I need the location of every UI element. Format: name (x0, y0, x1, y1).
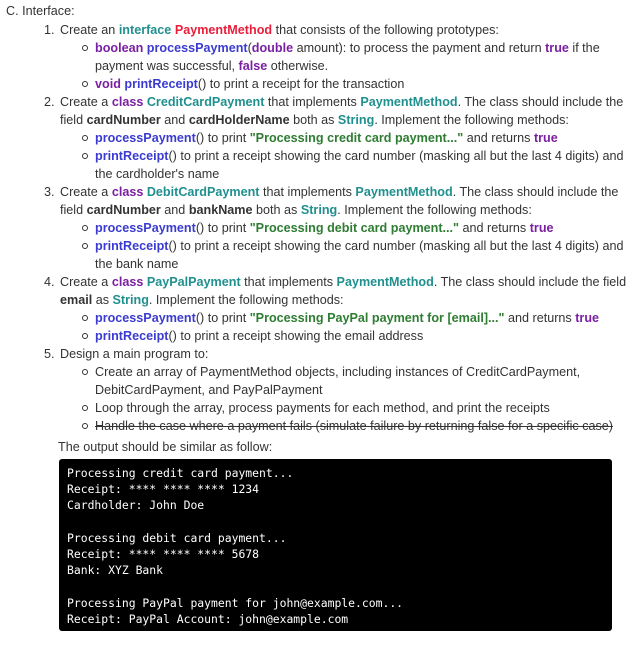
text-span: processPayment (146, 41, 248, 55)
instruction-item (58, 93, 632, 183)
text-span: () to print a receipt for the transaction (197, 77, 405, 91)
text-span: PaymentMethod (355, 185, 453, 199)
text-span: PayPalPayment (146, 275, 241, 289)
text-span: . Implement the following methods: (337, 203, 532, 217)
console-line: Processing PayPal payment for john@example.com... (67, 595, 404, 610)
text-span: and returns (463, 131, 534, 145)
text-span: cardNumber (86, 203, 161, 217)
instruction-item (58, 273, 632, 345)
text-span: and returns (504, 311, 576, 325)
sub-item (82, 147, 632, 183)
text-span: processPayment (95, 221, 196, 235)
text-span: double (251, 41, 294, 55)
text-span: Handle the case where a payment fails (simulate failure by returning false for a specific case) (95, 419, 613, 433)
sub-list (60, 129, 632, 183)
instruction-item (58, 183, 632, 273)
text-span: boolean (95, 41, 144, 55)
text-span: () to print (195, 311, 250, 325)
sub-item (82, 399, 632, 417)
text-span: . Implement the following methods: (374, 113, 569, 127)
console-line: Processing debit card payment... (67, 530, 287, 545)
text-span: ( (247, 41, 252, 55)
text-span: "Processing debit card payment..." (249, 221, 460, 235)
sub-item (82, 309, 632, 327)
text-span: otherwise. (267, 59, 329, 73)
text-span: PaymentMethod (336, 275, 434, 289)
text-span: class (111, 185, 144, 199)
console-line (67, 514, 604, 530)
console-line (67, 578, 604, 594)
text-span: Create a (60, 95, 112, 109)
text-span: processPayment (95, 311, 196, 325)
console-line: Receipt: PayPal Account: john@example.com (67, 611, 349, 626)
text-span: void (95, 77, 121, 91)
text-span: . The class should include the field (433, 275, 627, 289)
sub-item (82, 75, 632, 93)
text-span: and (160, 203, 189, 217)
text-span: () to print a receipt showing the email address (168, 329, 424, 343)
text-span: Design a main program to: (60, 347, 209, 361)
text-span: and (160, 113, 189, 127)
text-span: true (529, 221, 554, 235)
text-span: email (60, 293, 93, 307)
instruction-item (58, 345, 632, 435)
section-title: C. Interface: (6, 4, 75, 18)
text-span: CreditCardPayment (146, 95, 265, 109)
text-span: bankName (188, 203, 253, 217)
sub-item (82, 237, 632, 273)
instruction-list (6, 21, 632, 435)
sub-list (60, 309, 632, 345)
text-span: true (545, 41, 569, 55)
sub-item (82, 219, 632, 237)
text-span: Create an (60, 23, 119, 37)
text-span: false (238, 59, 268, 73)
sub-item (82, 363, 632, 399)
sub-list (60, 39, 632, 93)
text-span: interface (118, 23, 172, 37)
text-span: that implements (259, 185, 356, 199)
text-span: Create a (60, 185, 112, 199)
text-span: that implements (240, 275, 337, 289)
text-span: printReceipt (95, 329, 169, 343)
text-span: printReceipt (95, 149, 169, 163)
text-span: cardHolderName (188, 113, 290, 127)
text-span: "Processing PayPal payment for [email]..." (249, 311, 505, 325)
sub-item (82, 417, 632, 435)
text-span: PaymentMethod (360, 95, 458, 109)
text-span: class (111, 275, 144, 289)
sub-item (82, 39, 632, 75)
text-span: PaymentMethod (174, 23, 273, 37)
text-span: Loop through the array, process payments for each method, and print the receipts (95, 401, 550, 415)
text-span: . Implement the following methods: (148, 293, 344, 307)
console-line: Cardholder: John Doe (67, 498, 205, 513)
text-span: String (300, 203, 338, 217)
sub-list (60, 219, 632, 273)
text-span: Create an array of PaymentMethod objects, including instances of CreditCardPayment, DebitCardPayment, and PayPalPayment (95, 365, 581, 397)
text-span: () to print (195, 131, 250, 145)
text-span: both as (252, 203, 301, 217)
text-span: that consists of the following prototypes: (272, 23, 499, 37)
text-span: Create a (60, 275, 112, 289)
console-line: Processing credit card payment... (67, 466, 294, 480)
text-span: . The class should include the field (60, 185, 619, 217)
sub-item (82, 327, 632, 345)
text-span: () to print (195, 221, 250, 235)
text-span: DebitCardPayment (146, 185, 260, 199)
text-span: "Processing credit card payment..." (249, 131, 464, 145)
sub-list (60, 363, 632, 435)
text-span: and returns (459, 221, 530, 235)
text-span: printReceipt (95, 239, 169, 253)
console-line: Bank: XYZ Bank (67, 563, 164, 578)
text-span: processPayment (95, 131, 196, 145)
text-span: printReceipt (124, 77, 198, 91)
console-line: Receipt: **** **** **** 1234 (67, 482, 260, 497)
text-span: as (92, 293, 113, 307)
text-span: . The class should include the field (60, 95, 624, 127)
text-span: class (111, 95, 144, 109)
text-span: true (575, 311, 600, 325)
console-output (59, 459, 612, 631)
text-span: () to print a receipt showing the card number (masking all but the last 4 digits) and the cardholder's name (95, 149, 624, 181)
sub-item (82, 129, 632, 147)
instruction-item (58, 21, 632, 93)
text-span: that implements (264, 95, 361, 109)
text-span: () to print a receipt showing the card number (masking all but the last 4 digits) and the bank name (95, 239, 624, 271)
text-span: String (112, 293, 149, 307)
text-span: both as (289, 113, 338, 127)
text-span: amount): to process the payment and return (293, 41, 546, 55)
text-span: String (337, 113, 375, 127)
console-line: Receipt: **** **** **** 5678 (67, 546, 260, 561)
text-span: cardNumber (86, 113, 161, 127)
output-label: The output should be similar as follow: (58, 440, 273, 454)
text-span: true (533, 131, 558, 145)
text-span: if the payment was successful, (95, 41, 600, 73)
